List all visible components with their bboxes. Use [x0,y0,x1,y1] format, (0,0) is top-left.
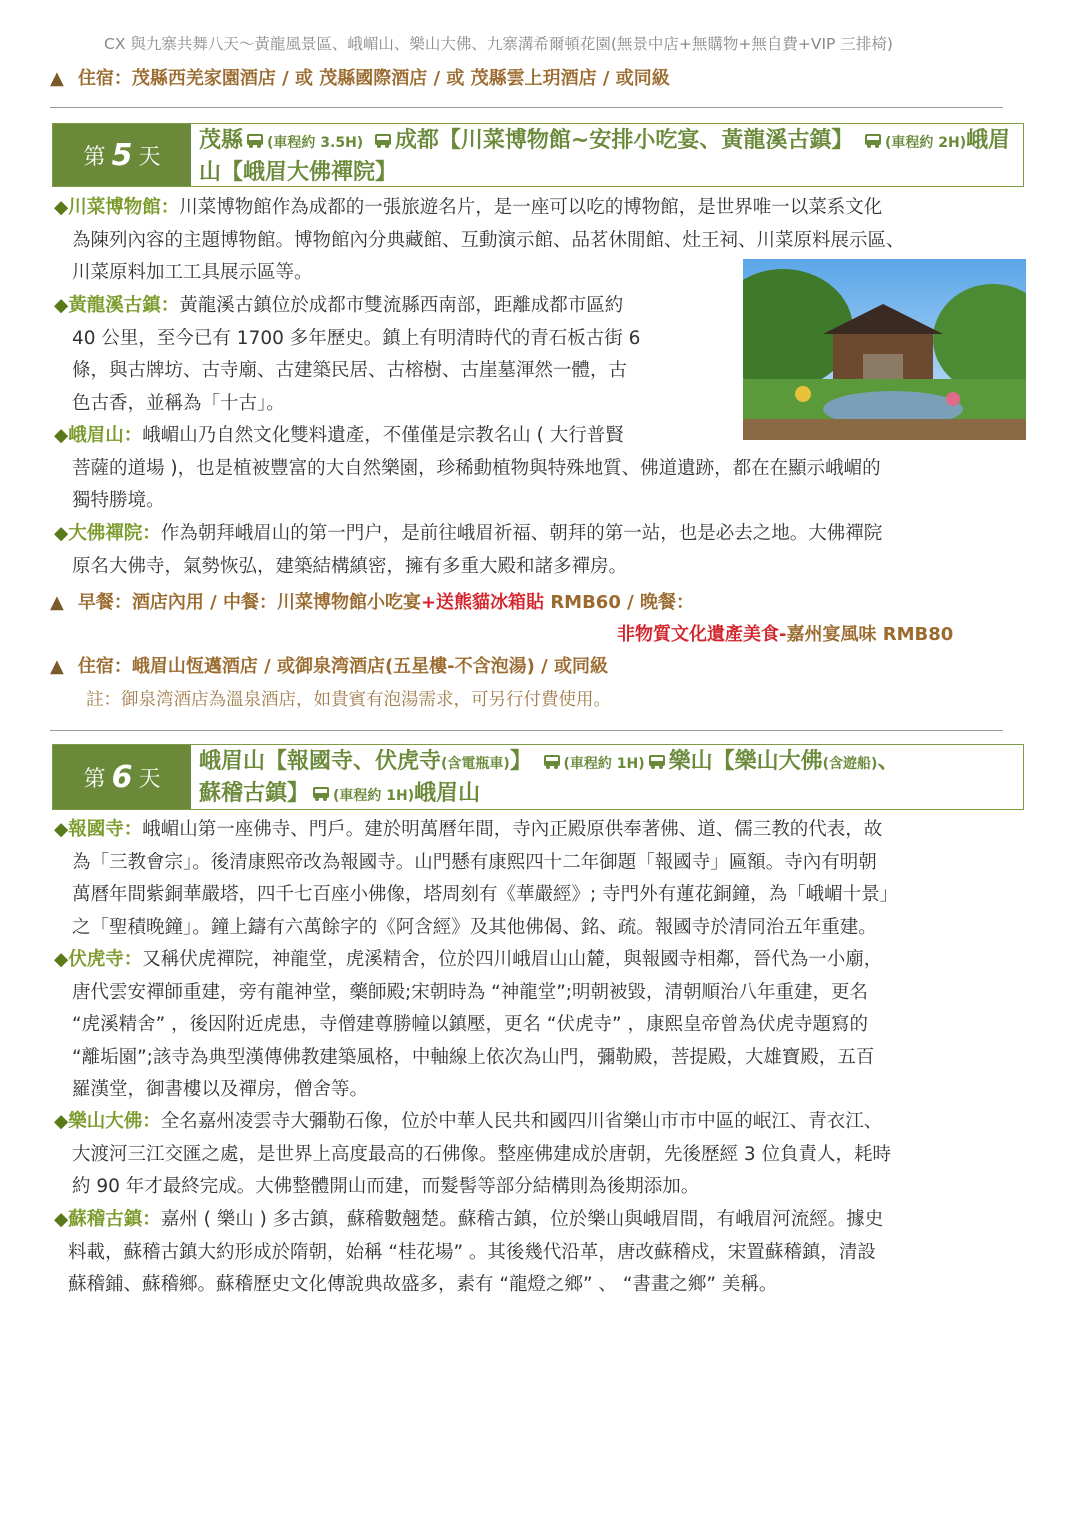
diamond-icon: ◆ [54,197,69,218]
day5-note: 註：御泉湾酒店為溫泉酒店，如貴賓有泡湯需求，可另行付費使用。 [86,690,611,710]
ancient-town-photo [743,259,1026,440]
bus-icon [864,133,882,148]
triangle-icon: ▲ [50,656,64,677]
day5-header [52,123,1024,187]
diamond-icon: ◆ [54,949,69,970]
document-header: CX 與九寨共舞八天～黃龍風景區、峨嵋山、樂山大佛、九寨溝希爾頓花園(無景中店+無購物+無自費+VIP 三排椅) [104,35,893,53]
divider [50,730,1003,731]
bus-icon [543,754,561,769]
day6-badge: 第 6 天 [53,745,191,809]
bus-icon [312,786,330,801]
bus-icon [246,133,264,148]
day5-accommodation: ▲ 住宿：峨眉山恆邁酒店 / 或御泉湾酒店(五星樓-不含泡湯) / 或同級 [50,656,608,677]
bus-icon [648,754,666,769]
day5-badge: 第 5 天 [53,124,191,186]
diamond-icon: ◆ [54,1111,69,1132]
day6-paragraph-suji: ◆蘇稽古鎮：嘉州 ( 樂山 ) 多古鎮，蘇稽數翹楚。蘇稽古鎮，位於樂山與峨眉間，有峨眉河流經。據史 料載，蘇稽古鎮大約形成於隋朝，始稱 “桂花場” 。其後幾代沿革，唐改蘇稽戍，宋置蘇稽鎮，清設 蘇稽鋪、蘇稽鄉。蘇稽歷史文化傳說典故盛多，素有 “龍燈之鄉” 、 “書畫之鄉” 美稱。 [54,1209,884,1295]
divider [50,107,1003,108]
day5-meals: ▲ 早餐：酒店內用 / 中餐：川菜博物館小吃宴+送熊貓冰箱貼 RMB60 / 晚餐： [50,592,694,613]
day5-paragraph-emei: ◆峨眉山：峨嵋山乃自然文化雙料遺產，不僅僅是宗教名山 ( 大行普賢 菩薩的道場 )，也是植被豐富的大自然樂園，珍稀動植物與特殊地質、佛道遺跡，都在在顯示峨嵋的 獨特勝境。 [54,425,881,511]
bus-icon [374,133,392,148]
diamond-icon: ◆ [54,295,69,316]
diamond-icon: ◆ [54,425,69,446]
diamond-icon: ◆ [54,523,69,544]
diamond-icon: ◆ [54,819,69,840]
day6-paragraph-baoguo: ◆報國寺：峨嵋山第一座佛寺、門戶。建於明萬曆年間，寺內正殿原供奉著佛、道、儒三教的代表，故 為「三教會宗」。後清康熙帝改為報國寺。山門懸有康熙四十二年御題「報國寺」匾額。寺內有明朝 萬曆年間紫銅華嚴塔，四千七百座小佛像，塔周刻有《華嚴經》; 寺門外有蓮花銅鐘，為「峨嵋十景」 之「聖積晚鐘」。鐘上鑄有六萬餘字的《阿含經》及其他佛偈、銘、疏。報國寺於清同治五年重建。 [54,819,899,938]
day6-paragraph-leshan: ◆樂山大佛：全名嘉州凌雲寺大彌勒石像，位於中華人民共和國四川省樂山市市中區的岷江、青衣江、 大渡河三江交匯之處，是世界上高度最高的石佛像。整座佛建成於唐朝，先後歷經 3 位負責人，耗時 約 90 年才最終完成。大佛整體開山而建，而髮髻等部分結構則為後期添加。 [54,1111,892,1197]
day6-header [52,744,1024,810]
day6-title: 峨眉山【報國寺、伏虎寺(含電瓶車)】 (車程約 1H) 樂山【樂山大佛(含遊船)、 蘇稽古鎮】 (車程約 1H)峨眉山 [199,749,900,806]
day5-title: 茂縣 (車程約 3.5H) 成都【川菜博物館~安排小吃宴、黃龍溪古鎮】 (車程約 2H)峨眉山【峨眉大佛禪院】 [199,128,1011,185]
day6-paragraph-fuhu: ◆伏虎寺：又稱伏虎禪院，神龍堂，虎溪精舍，位於四川峨眉山山麓，與報國寺相鄰，晉代為一小廟， 唐代雲安禪師重建，旁有龍神堂，藥師殿;宋朝時為 “神龍堂”;明朝被毀，清朝順治八年重建，更名 “虎溪精舍” ，後因附近虎患，寺僧建尊勝幢以鎮壓，更名 “伏虎寺” ，康熙皇帝曾為伏虎寺題寫的 “離垢園”;該寺為典型漢傳佛教建築風格，中軸線上依次為山門，彌勒殿，菩提殿，大雄寶殿，五百 羅漢堂，御書樓以及禪房，僧舍等。 [54,949,883,1100]
triangle-icon: ▲ [50,68,64,89]
triangle-icon: ▲ [50,592,64,613]
day5-dinner: 非物質文化遺產美食-嘉州宴風味 RMB80 [617,624,954,645]
accommodation-prev: ▲ 住宿：茂縣西羌家園酒店 / 或 茂縣國際酒店 / 或 茂縣雲上玥酒店 / 或同級 [50,68,670,89]
day5-paragraph-town: ◆黃龍溪古鎮：黃龍溪古鎮位於成都市雙流縣西南部，距離成都市區約 40 公里，至今已有 1700 多年歷史。鎮上有明清時代的青石板古街 6 條，與古牌坊、古寺廟、古建築民居、古榕樹、古崖墓渾然一體，古 色古香，並稱為「十古」。 [54,295,641,414]
day5-paragraph-museum: ◆川菜博物館：川菜博物館作為成都的一張旅遊名片，是一座可以吃的博物館，是世界唯一以菜系文化 為陳列內容的主題博物館。博物館內分典藏館、互動演示館、品茗休閒館、灶王祠、川菜原料展示區、 川菜原料加工工具展示區等。 [54,197,905,283]
day5-paragraph-temple: ◆大佛禪院：作為朝拜峨眉山的第一門户，是前往峨眉祈福、朝拜的第一站，也是必去之地。大佛禪院 原名大佛寺，氣勢恢弘，建築結構縝密，擁有多重大殿和諸多禪房。 [54,523,883,577]
diamond-icon: ◆ [54,1209,69,1230]
